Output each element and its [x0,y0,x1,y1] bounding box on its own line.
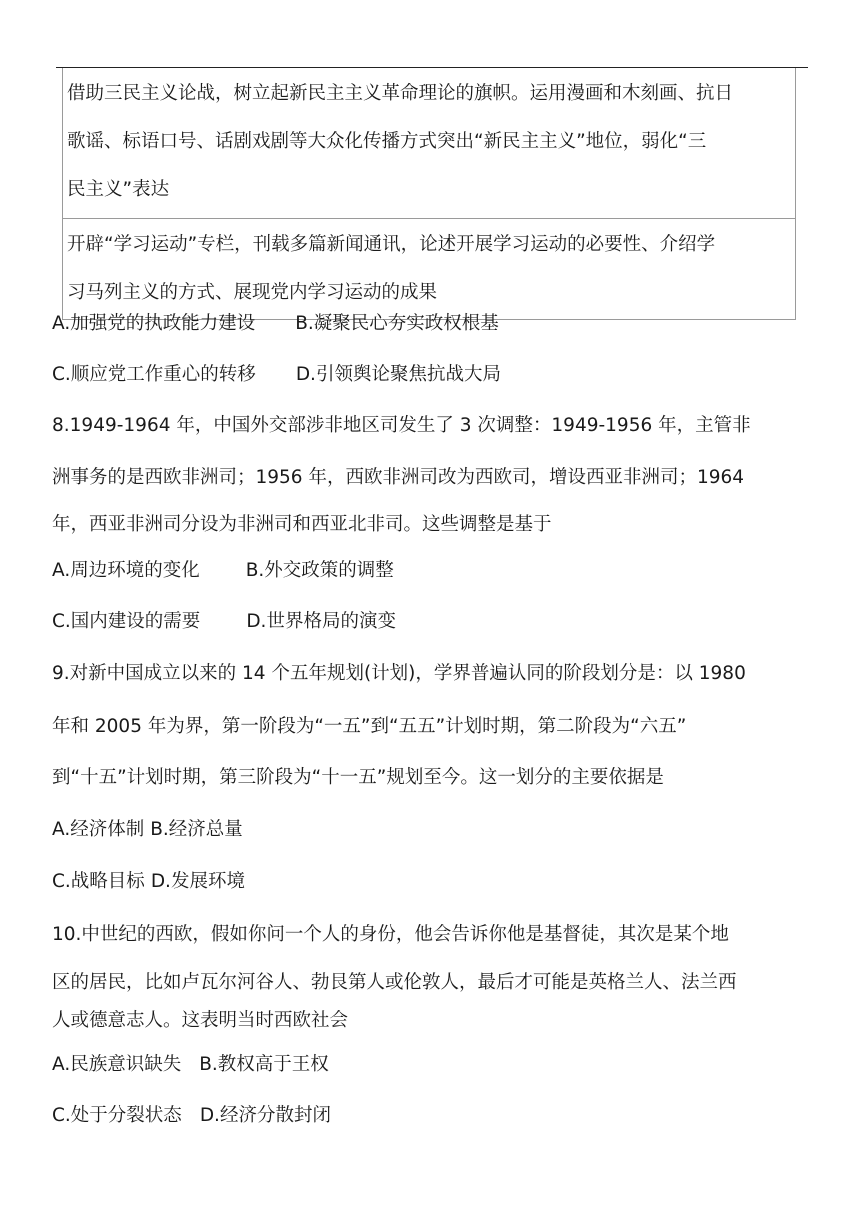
q9-stem-line: 年和 2005 年为界，第一阶段为“一五”到“五五”计划时期，第二阶段为“六五” [52,716,687,737]
q9-option-c[interactable]: C.战略目标 [52,871,145,892]
q7-option-b[interactable]: B.凝聚民心夯实政权根基 [295,313,499,334]
q10-stem-line: 区的居民，比如卢瓦尔河谷人、勃艮第人或伦敦人，最后才可能是英格兰人、法兰西 [52,972,737,993]
q8-options-row-2 [52,609,396,635]
table-row-line: 借助三民主义论战，树立起新民主主义革命理论的旗帜。运用漫画和木刻画、抗日 [67,83,734,104]
q10-option-b[interactable]: B.教权高于王权 [199,1054,329,1075]
q10-option-c[interactable]: C.处于分裂状态 [52,1105,182,1126]
table-row-line: 习马列主义的方式、展现党内学习运动的成果 [67,282,438,303]
q9-option-b[interactable]: B.经济总量 [150,819,243,840]
q7-options-row-1 [52,311,499,337]
table-row [63,218,795,319]
q7-options-row-2 [52,362,501,388]
table-row-line: 民主义”表达 [67,179,170,200]
table-row [63,68,795,218]
material-table [62,68,796,320]
q10-options-row-2 [52,1103,331,1129]
q7-option-c[interactable]: C.顺应党工作重心的转移 [52,364,256,385]
q7-option-d[interactable]: D.引领舆论聚焦抗战大局 [295,364,501,385]
table-row-line: 歌谣、标语口号、话剧戏剧等大众化传播方式突出“新民主主义”地位，弱化“三 [67,131,707,152]
q8-option-a[interactable]: A.周边环境的变化 [52,560,200,581]
q8-stem-line: 年，西亚非洲司分设为非洲司和西亚北非司。这些调整是基于 [52,514,552,535]
q8-stem-line: 8.1949-1964 年，中国外交部涉非地区司发生了 3 次调整：1949-1956 年，主管非 [52,415,751,436]
q8-option-c[interactable]: C.国内建设的需要 [52,611,201,632]
q9-option-d[interactable]: D.发展环境 [150,871,245,892]
q8-stem-line: 洲事务的是西欧非洲司；1956 年，西欧非洲司改为西欧司，增设西亚非洲司；1964 [52,467,745,488]
q8-options-row-1 [52,558,394,584]
q8-option-d[interactable]: D.世界格局的演变 [246,611,396,632]
q10-stem-line: 10.中世纪的西欧，假如你问一个人的身份，他会告诉你他是基督徒，其次是某个地 [52,924,729,945]
q10-option-a[interactable]: A.民族意识缺失 [52,1054,182,1075]
q9-options-row-2 [52,869,245,895]
q9-option-a[interactable]: A.经济体制 [52,819,145,840]
q9-stem-line: 9.对新中国成立以来的 14 个五年规划(计划)，学界普遍认同的阶段划分是：以 1980 [52,663,746,684]
q7-option-a[interactable]: A.加强党的执政能力建设 [52,313,256,334]
q9-options-row-1 [52,817,243,843]
q8-option-b[interactable]: B.外交政策的调整 [245,560,394,581]
q9-stem-line: 到“十五”计划时期，第三阶段为“十一五”规划至今。这一划分的主要依据是 [52,767,664,788]
q10-stem-line: 人或德意志人。这表明当时西欧社会 [52,1010,349,1031]
table-row-line: 开辟“学习运动”专栏，刊载多篇新闻通讯，论述开展学习运动的必要性、介绍学 [67,234,716,255]
q10-option-d[interactable]: D.经济分散封闭 [199,1105,331,1126]
q10-options-row-1 [52,1052,329,1078]
